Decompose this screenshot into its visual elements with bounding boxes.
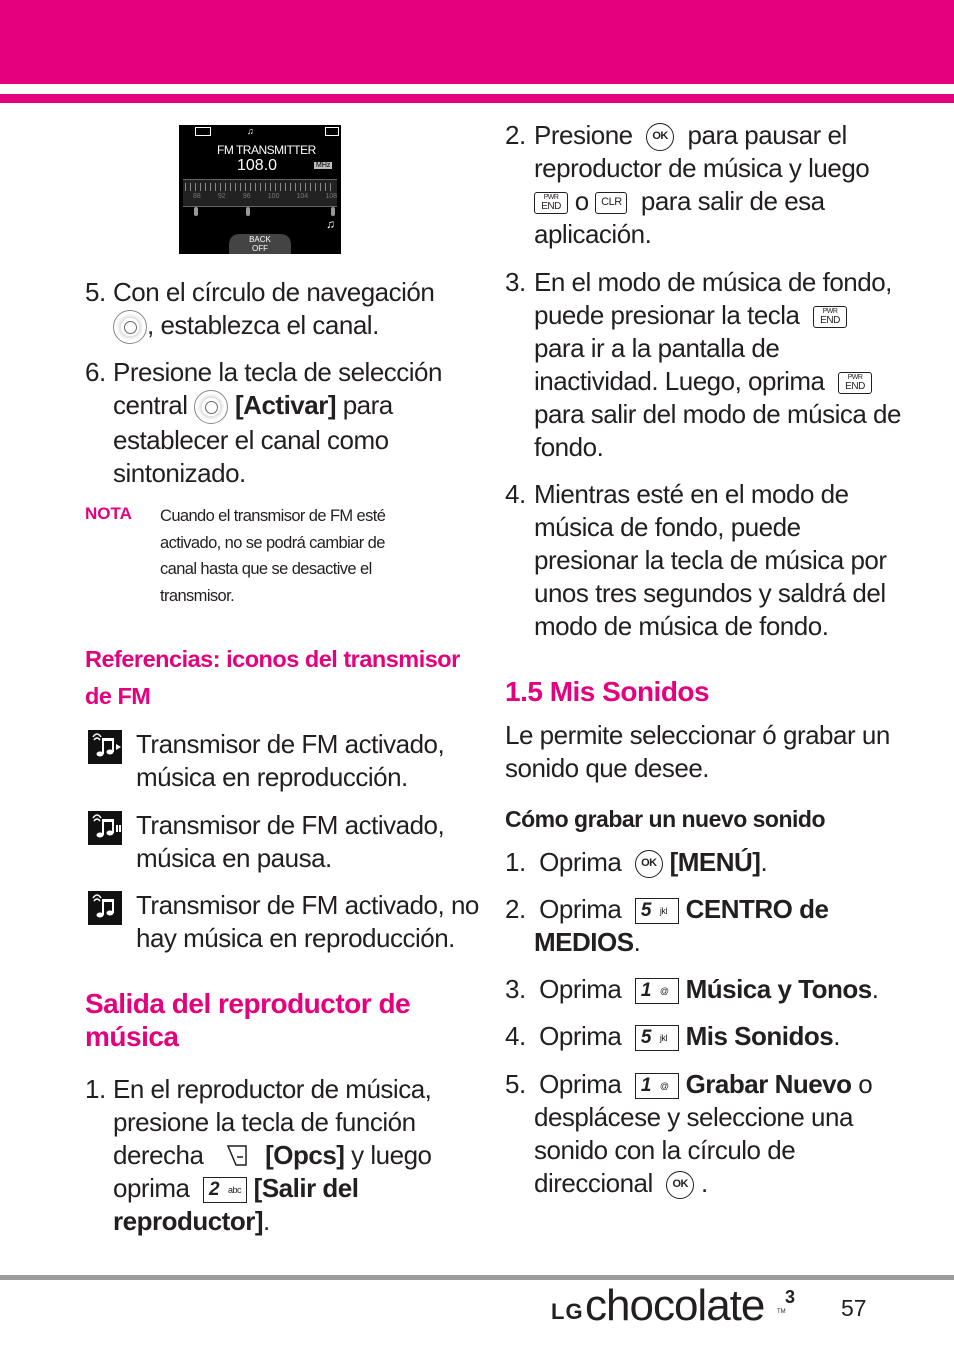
rec-step-4 (505, 1020, 840, 1053)
step-text: Mientras esté en el modo de (534, 479, 849, 509)
top-banner (0, 0, 954, 84)
icon-desc-line: Transmisor de FM activado, (136, 810, 445, 840)
salir-label-cont: reproductor] (113, 1206, 263, 1236)
intro-line: sonido que desee. (505, 753, 710, 783)
step-text: , establezca el canal. (147, 310, 379, 340)
key-digit: 5 (640, 900, 651, 922)
icon-desc-line: música en reproducción. (136, 762, 408, 792)
step-text: para salir del modo de música de (534, 399, 901, 429)
step-text: . (871, 974, 879, 1004)
salir-label: [Salir del (253, 1173, 359, 1203)
rec-step-2 (505, 893, 828, 959)
musica-tonos-label: Música y Tonos (685, 974, 872, 1004)
status-bar (179, 125, 341, 137)
step-number: 5. (505, 1069, 526, 1099)
ok-key-icon: OK (635, 850, 663, 878)
section-intro (505, 719, 890, 785)
key-top: PWR (847, 374, 863, 382)
step-text: reproductor de música y luego (534, 153, 870, 183)
sub-heading: Cómo grabar un nuevo sonido (505, 806, 826, 832)
channel-marker (194, 207, 198, 216)
nav-circle-icon (113, 310, 147, 344)
key-digit: 5 (640, 1027, 651, 1049)
note-label: NOTA (85, 504, 132, 523)
fm-transmitter-screenshot (179, 125, 341, 254)
icon-desc-line: hay música en reproducción. (136, 923, 455, 953)
step-text: central (113, 390, 188, 420)
step-text: aplicación. (534, 219, 652, 249)
key-digit: 1 (640, 980, 651, 1002)
step-text: para (336, 390, 393, 420)
softkey-off: OFF (252, 244, 268, 253)
icon-desc-line: Transmisor de FM activado, (136, 729, 445, 759)
channel-marker (246, 207, 250, 216)
step-number: 1. (85, 1074, 106, 1104)
note-line: activado, no se podrá cambiar de (160, 533, 385, 552)
screen-title: FM TRANSMITTER (217, 143, 316, 157)
step-text: . (700, 1168, 708, 1198)
heading-line: música (85, 1021, 179, 1052)
softkey-back: BACK (249, 235, 271, 244)
step-text: desplácese y seleccione una (534, 1102, 853, 1132)
brand-name: chocolate (585, 1281, 765, 1330)
brand-tm: TM (777, 1309, 786, 1315)
right-soft-key-icon (224, 1143, 252, 1171)
key-letters: @ (659, 1081, 669, 1092)
key-letters: jkl (659, 906, 667, 917)
key-letters: abc (227, 1185, 241, 1196)
step-text: modo de música de fondo. (534, 611, 829, 641)
medios-label: MEDIOS (534, 927, 634, 957)
heading-line: de FM (85, 683, 151, 709)
step-text: para ir a la pantalla de (534, 333, 780, 363)
note-line: Cuando el transmisor de FM esté (160, 507, 386, 525)
channel-marker (331, 207, 335, 216)
step-text: sonido con la círculo de (534, 1135, 796, 1165)
pwr-end-key-icon (813, 306, 847, 328)
note-line: canal hasta que se desactive el (160, 560, 372, 578)
key-top: PWR (543, 194, 559, 202)
back-off-softkey[interactable] (229, 234, 291, 254)
key-bottom: END (845, 381, 865, 393)
centro-label: CENTRO de (685, 894, 829, 924)
step-text: puede presionar la tecla (534, 300, 800, 330)
intro-line: Le permite seleccionar ó grabar un (505, 720, 890, 750)
clr-key-icon: CLR (595, 192, 627, 214)
step-text: unos tres segundos y saldrá del (534, 578, 886, 608)
step-text: establecer el canal como (113, 425, 389, 456)
rec-step-1 (505, 846, 767, 879)
brand-num: 3 (785, 1287, 796, 1307)
step-text: o (851, 1069, 873, 1099)
scale-label: 100 (267, 193, 280, 200)
heading-line: Referencias: iconos del transmisor (85, 646, 460, 672)
step-text: música de fondo, puede (534, 512, 801, 542)
step-text: para salir de esa (640, 186, 825, 216)
rec-step-5 (505, 1068, 872, 1200)
center-select-key-icon (194, 390, 228, 424)
scale-label: 108 (325, 193, 337, 200)
icon-desc-line: música en pausa. (136, 843, 332, 873)
pwr-end-key-icon (534, 192, 568, 214)
scale-label: 96 (242, 193, 251, 200)
rec-step-3 (505, 973, 878, 1006)
step-number: 5. (85, 277, 106, 307)
page-number: 57 (841, 1295, 867, 1321)
key-digit: 2 (208, 1179, 220, 1201)
step-number: 4. (505, 479, 526, 509)
step-text: Oprima (539, 1021, 622, 1051)
brand-logo (551, 1283, 811, 1333)
step-text: . (263, 1206, 270, 1236)
grabar-nuevo-label: Grabar Nuevo (685, 1069, 852, 1099)
step-text: derecha (113, 1140, 204, 1170)
step-number: 2. (505, 120, 526, 150)
key-bottom: END (541, 201, 561, 213)
step-number: 3. (505, 267, 526, 297)
step-text: Con el círculo de navegación (113, 277, 435, 307)
brand-lg: LG (551, 1299, 584, 1324)
step-number: 3. (505, 974, 526, 1004)
scale-label: 92 (217, 193, 226, 200)
step-text: fondo. (534, 432, 604, 462)
step-text: presionar la tecla de música por (534, 545, 887, 575)
scale-labels (193, 193, 337, 203)
key-5-icon (635, 1025, 679, 1051)
step-text: para pausar el (687, 120, 847, 150)
note-line: transmisor. (160, 586, 235, 605)
step-text: sintonizado. (113, 458, 246, 489)
key-2-icon (203, 1177, 247, 1203)
step-number: 1. (505, 847, 526, 877)
menu-label: [MENÚ] (669, 847, 761, 877)
heading-line: Salida del reproductor de (85, 988, 411, 1019)
top-rule (0, 94, 954, 103)
section-heading: 1.5 Mis Sonidos (505, 676, 710, 707)
pwr-end-key-icon (838, 372, 872, 394)
step-text: Oprima (539, 1069, 622, 1099)
step-text: inactividad. Luego, oprima (534, 366, 825, 396)
step-text: Presione (534, 120, 633, 150)
screen-frequency: 108.0 (237, 157, 278, 174)
music-note-icon: ♫ (326, 217, 335, 231)
step-text: Presione la tecla de selección (113, 357, 442, 387)
step-number: 2. (505, 894, 526, 924)
mis-sonidos-label: Mis Sonidos (685, 1021, 834, 1051)
ok-key-icon: OK (666, 1171, 694, 1199)
scale-ticks (185, 183, 335, 191)
ref-heading (85, 641, 460, 715)
key-1-icon (635, 978, 679, 1004)
step-text: Oprima (539, 894, 622, 924)
music-status-icon: ♫ (247, 126, 254, 136)
key-digit: 1 (640, 1075, 651, 1097)
key-5-icon (635, 898, 679, 924)
icon-desc-3 (136, 889, 479, 955)
footer-rule (0, 1275, 954, 1280)
step-text: En el modo de música de fondo, (534, 267, 892, 297)
exit-heading (85, 987, 410, 1053)
scale-label: 88 (193, 193, 201, 200)
step-text: direccional (534, 1168, 653, 1198)
step-text: En el reproductor de música, (113, 1074, 432, 1104)
step-text: y luego (344, 1140, 432, 1170)
opcs-label: [Opcs] (265, 1140, 345, 1170)
key-letters: jkl (659, 1033, 667, 1044)
fm-no-music-icon (88, 891, 122, 925)
step-text: Oprima (539, 847, 622, 877)
signal-icon (325, 127, 339, 136)
key-1-icon (635, 1073, 679, 1099)
step-text: o (574, 186, 589, 216)
step-text: . (633, 927, 641, 957)
icon-desc-2 (136, 809, 444, 875)
battery-icon (195, 127, 211, 136)
key-bottom: END (820, 315, 840, 327)
screen-unit: MHz (316, 162, 331, 169)
key-letters: @ (659, 986, 669, 997)
scale-label: 104 (296, 193, 309, 200)
step-text: . (833, 1021, 840, 1051)
ok-key-icon: OK (646, 123, 674, 151)
step-text: oprima (113, 1173, 190, 1203)
key-top: PWR (822, 308, 838, 316)
fm-music-paused-icon (88, 811, 122, 845)
fm-music-playing-icon (88, 730, 122, 764)
step-number: 6. (85, 357, 106, 387)
note-text (160, 503, 385, 609)
icon-desc-line: Transmisor de FM activado, no (136, 890, 479, 920)
step-text: presione la tecla de función (113, 1107, 416, 1137)
step-text: Oprima (539, 974, 622, 1004)
icon-desc-1 (136, 728, 444, 794)
step-text: . (760, 847, 768, 877)
step-number: 4. (505, 1021, 526, 1051)
activar-label: [Activar] (235, 390, 336, 420)
tuning-scale (183, 179, 337, 207)
